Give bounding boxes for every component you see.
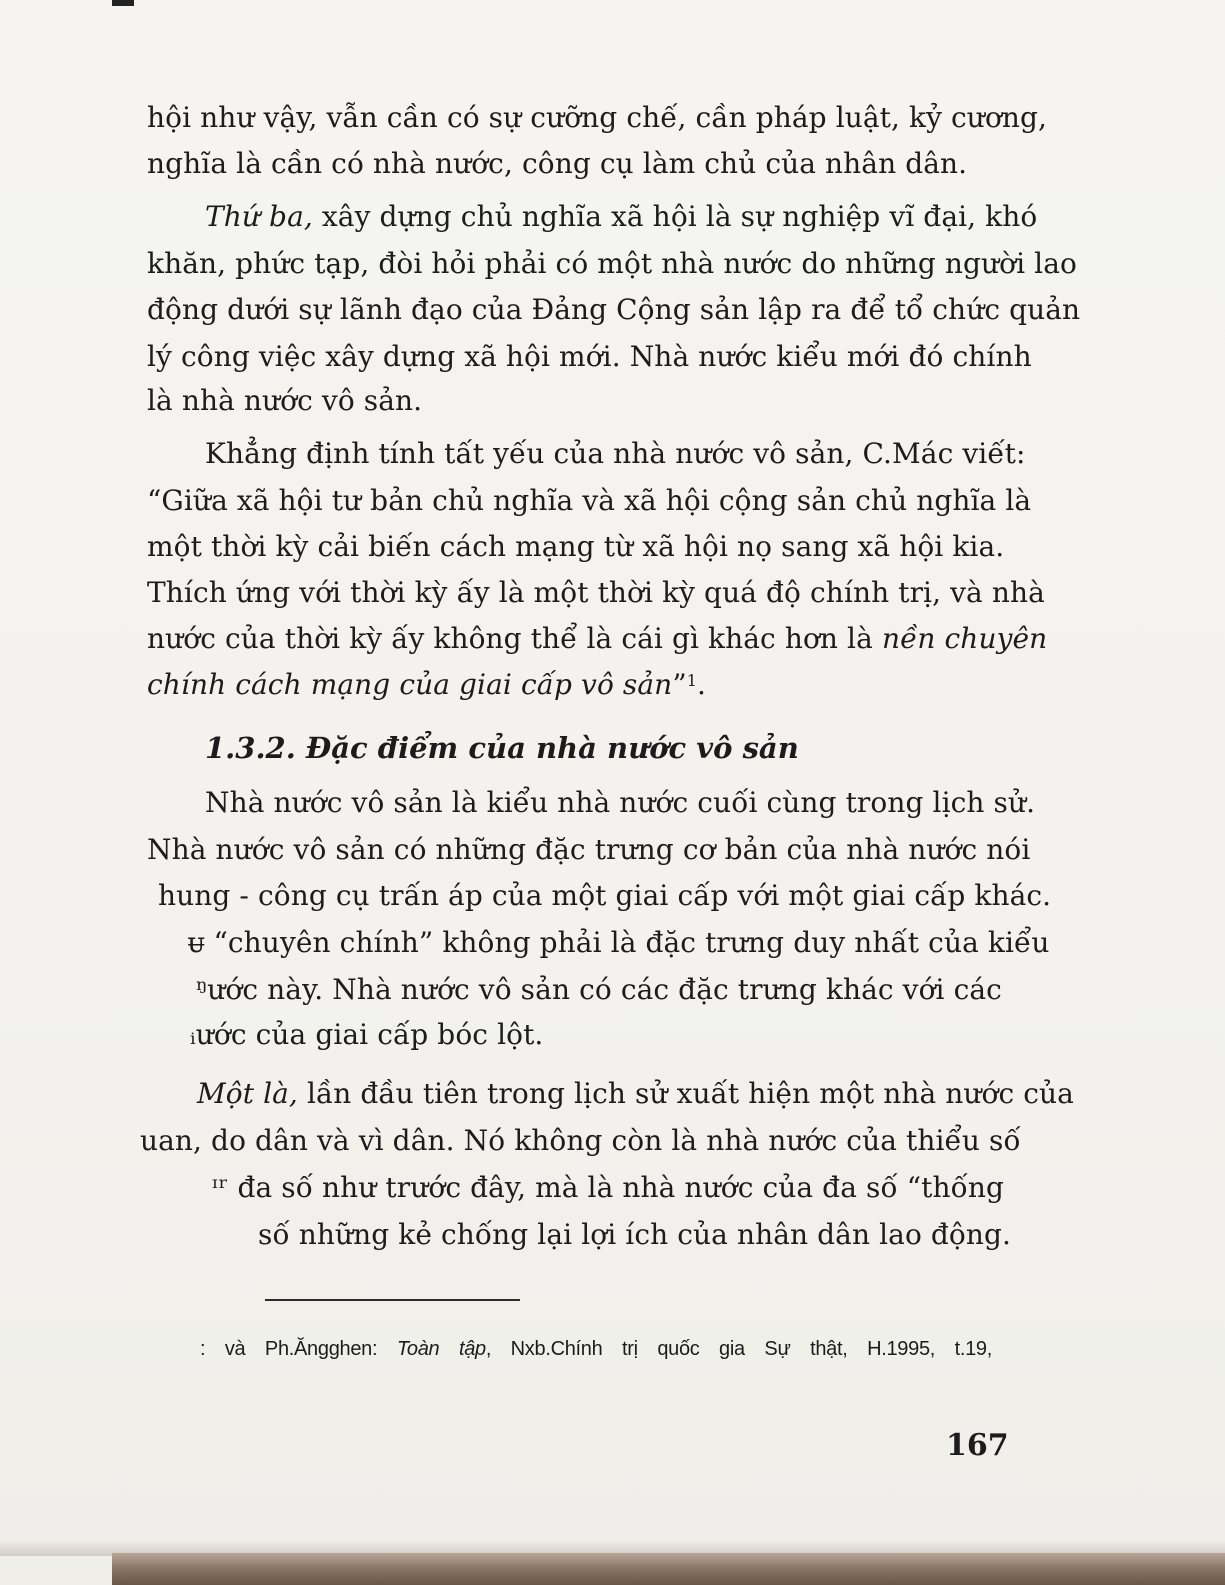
footnote-ref: 1 bbox=[686, 671, 698, 690]
text-line: lý công việc xây dựng xã hội mới. Nhà nước kiểu mới đó chính bbox=[147, 340, 1032, 373]
page-number: 167 bbox=[946, 1428, 1009, 1463]
text-line bbox=[197, 1074, 1074, 1114]
text-line: Nhà nước vô sản là kiểu nhà nước cuối cùng trong lịch sử. bbox=[205, 786, 1036, 819]
text-line bbox=[147, 665, 992, 705]
text-line: ᵢước của giai cấp bóc lột. bbox=[190, 1018, 544, 1051]
text-line: hội như vậy, vẫn cần có sự cưỡng chế, cần pháp luật, kỷ cương, bbox=[147, 101, 1048, 134]
footnote-title: Toàn tập bbox=[396, 1338, 486, 1360]
footnote-rest: , Nxb.Chính trị quốc gia Sự thật, H.1995, t.19, bbox=[485, 1338, 993, 1360]
footnote bbox=[200, 1335, 992, 1363]
text-line: “Giữa xã hội tư bản chủ nghĩa và xã hội cộng sản chủ nghĩa là bbox=[147, 484, 1032, 517]
text-line: hung - công cụ trấn áp của một giai cấp với một giai cấp khác. bbox=[158, 879, 1052, 912]
text-line bbox=[147, 619, 1048, 659]
text-line: ᶦʳ đa số như trước đây, mà là nhà nước của đa số “thống bbox=[212, 1171, 1004, 1204]
italic-lead: Thứ ba, bbox=[205, 200, 313, 233]
text-line bbox=[205, 197, 1038, 237]
text-line: khăn, phức tạp, đòi hỏi phải có một nhà nước do những người lao bbox=[147, 247, 1077, 280]
scan-corner-mark bbox=[112, 0, 134, 6]
text-line: Nhà nước vô sản có những đặc trưng cơ bản của nhà nước nói bbox=[147, 833, 1031, 866]
footnote-divider bbox=[265, 1299, 520, 1301]
closing-quote: ” bbox=[672, 668, 687, 701]
text-run: xây dựng chủ nghĩa xã hội là sự nghiệp vĩ đại, khó bbox=[321, 200, 1038, 233]
text-line: số những kẻ chống lại lợi ích của nhân dân lao động. bbox=[258, 1218, 1012, 1251]
text-line: là nhà nước vô sản. bbox=[147, 384, 423, 417]
text-line: uan, do dân và vì dân. Nó không còn là nhà nước của thiểu số bbox=[140, 1124, 1021, 1157]
text-run: lần đầu tiên trong lịch sử xuất hiện một nhà nước của bbox=[306, 1077, 1074, 1110]
text-line: động dưới sự lãnh đạo của Đảng Cộng sản lập ra để tổ chức quản bbox=[147, 293, 1081, 326]
section-heading: 1.3.2. Đặc điểm của nhà nước vô sản bbox=[205, 731, 799, 765]
footnote-prefix: : và Ph.Ăngghen: bbox=[200, 1338, 397, 1360]
book-edge bbox=[112, 1553, 1225, 1585]
text-line: nghĩa là cần có nhà nước, công cụ làm chủ của nhân dân. bbox=[147, 147, 968, 180]
italic-phrase: nền chuyên bbox=[881, 622, 1048, 655]
italic-phrase: chính cách mạng của giai cấp vô sản bbox=[147, 668, 673, 701]
text-line: một thời kỳ cải biến cách mạng từ xã hội nọ sang xã hội kia. bbox=[147, 530, 1005, 563]
text-line: Thích ứng với thời kỳ ấy là một thời kỳ quá độ chính trị, và nhà bbox=[147, 576, 1045, 609]
period: . bbox=[697, 668, 707, 701]
text-line: Khẳng định tính tất yếu của nhà nước vô sản, C.Mác viết: bbox=[205, 437, 1026, 470]
text-line: ᵑước này. Nhà nước vô sản có các đặc trưng khác với các bbox=[196, 973, 1002, 1006]
italic-lead: Một là, bbox=[197, 1077, 298, 1110]
text-line: ᵾ “chuyên chính” không phải là đặc trưng duy nhất của kiểu bbox=[188, 926, 1050, 959]
text-run: nước của thời kỳ ấy không thể là cái gì khác hơn là bbox=[147, 622, 873, 655]
